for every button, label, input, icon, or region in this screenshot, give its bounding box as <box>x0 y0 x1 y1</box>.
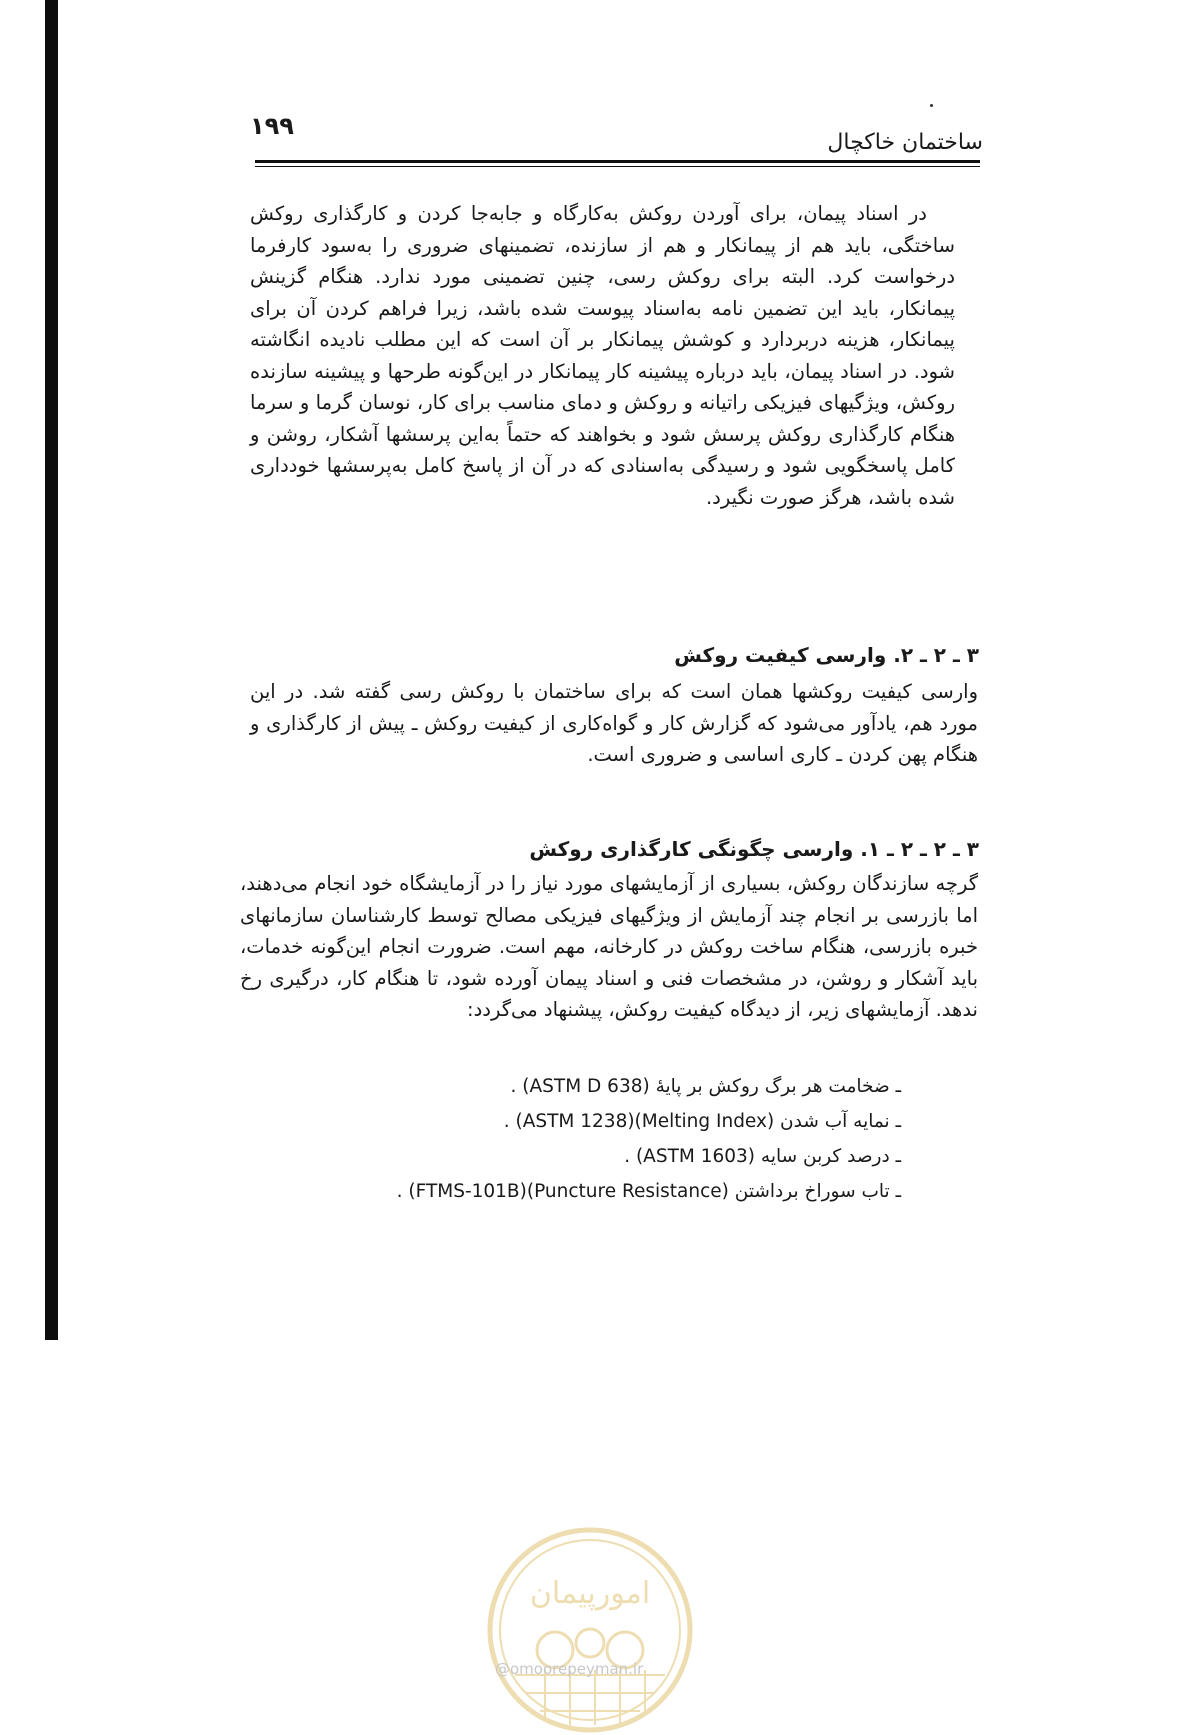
scan-edge-bar <box>45 0 58 1340</box>
list-item: ـ ضخامت هر برگ روکش بر پایهٔ (ASTM D 638) . <box>510 1076 901 1097</box>
list-item: ـ نمایه آب شدن (Melting Index)(ASTM 1238) . <box>503 1111 901 1132</box>
running-head: ساختمان خاکچال <box>827 130 983 155</box>
watermark-site: @omoorepeyman.ir <box>495 1660 644 1678</box>
section-heading-3-2-2-1: ۳ ـ ۲ ـ ۲ ـ ۱. وارسی چگونگی کارگذاری روکش <box>529 837 979 861</box>
section-body-3-2-2: وارسی کیفیت روکشها همان است که برای ساختمان با روکش رسی گفته شد. در این مورد هم، یادآور می‌شود که گزارش کار و گواه‌کاری از کیفیت روکش ـ پیش از کارگذاری و هنگام پهن کردن ـ کاری اساسی و ضروری است. <box>250 680 978 766</box>
list-item: ـ تاب سوراخ برداشتن (Puncture Resistance)(FTMS-101B) . <box>396 1181 901 1202</box>
scan-speck <box>930 104 933 107</box>
test-list <box>341 1069 901 1209</box>
header-rule-thin <box>255 166 980 167</box>
page-number: ۱۹۹ <box>250 112 294 140</box>
header-rule-thick <box>255 160 980 163</box>
body-paragraph-1: در اسناد پیمان، برای آوردن روکش به‌کارگاه و جابه‌جا کردن و کارگذاری روکش ساختگی، باید هم از پیمانکار و هم از سازنده، تضمینهای ضروری را به‌سود کارفرما درخواست کرد. البته برای روکش رسی، چنین تضمینی مورد ندارد. هنگام گزینش پیمانکار، باید این تضمین نامه به‌اسناد پیوست شده باشد، زیرا فراهم کردن آن برای پیمانکار، هزینه دربردارد و کوشش پیمانکار بر آن است که این مطلب نادیده انگاشته شود. در اسناد پیمان، باید درباره پیشینه کار پیمانکار در این‌گونه طرحها و پیشینه سازنده روکش، ویژگیهای فیزیکی راتیانه و روکش و دمای مناسب برای کار، نوسان گرما و سرما هنگام کارگذاری روکش پرسش شود و بخواهند که حتماً به‌این پرسشها آشکار، روشن و کامل پاسخگویی شود و رسیدگی به‌اسنادی که در آن از پاسخ کامل به‌پرسشها خودداری شده باشد، هرگز صورت نگیرد. <box>250 202 955 509</box>
list-item: ـ درصد کربن سایه (ASTM 1603) . <box>624 1146 901 1167</box>
section-heading-3-2-2: ۳ ـ ۲ ـ ۲. وارسی کیفیت روکش <box>674 643 979 667</box>
watermark-seal-icon <box>485 1525 695 1735</box>
section-body-3-2-2-1: گرچه سازندگان روکش، بسیاری از آزمایشهای مورد نیاز را در آزمایشگاه خود انجام می‌دهند، اما بازرسی بر انجام چند آزمایش از ویژگیهای فیزیکی مصالح توسط کارشناسان سازمانهای خبره بازرسی، هنگام ساخت روکش در کارخانه، مهم است. ضرورت انجام این‌گونه خدمات، باید آشکار و روشن، در مشخصات فنی و اسناد پیمان آورده شود، تا هنگام کار، درگیری رخ ندهد. آزمایشهای زیر، از دیدگاه کیفیت روکش، پیشنهاد می‌گردد: <box>240 872 978 1021</box>
seal-text: امورپیمان <box>529 1576 651 1611</box>
